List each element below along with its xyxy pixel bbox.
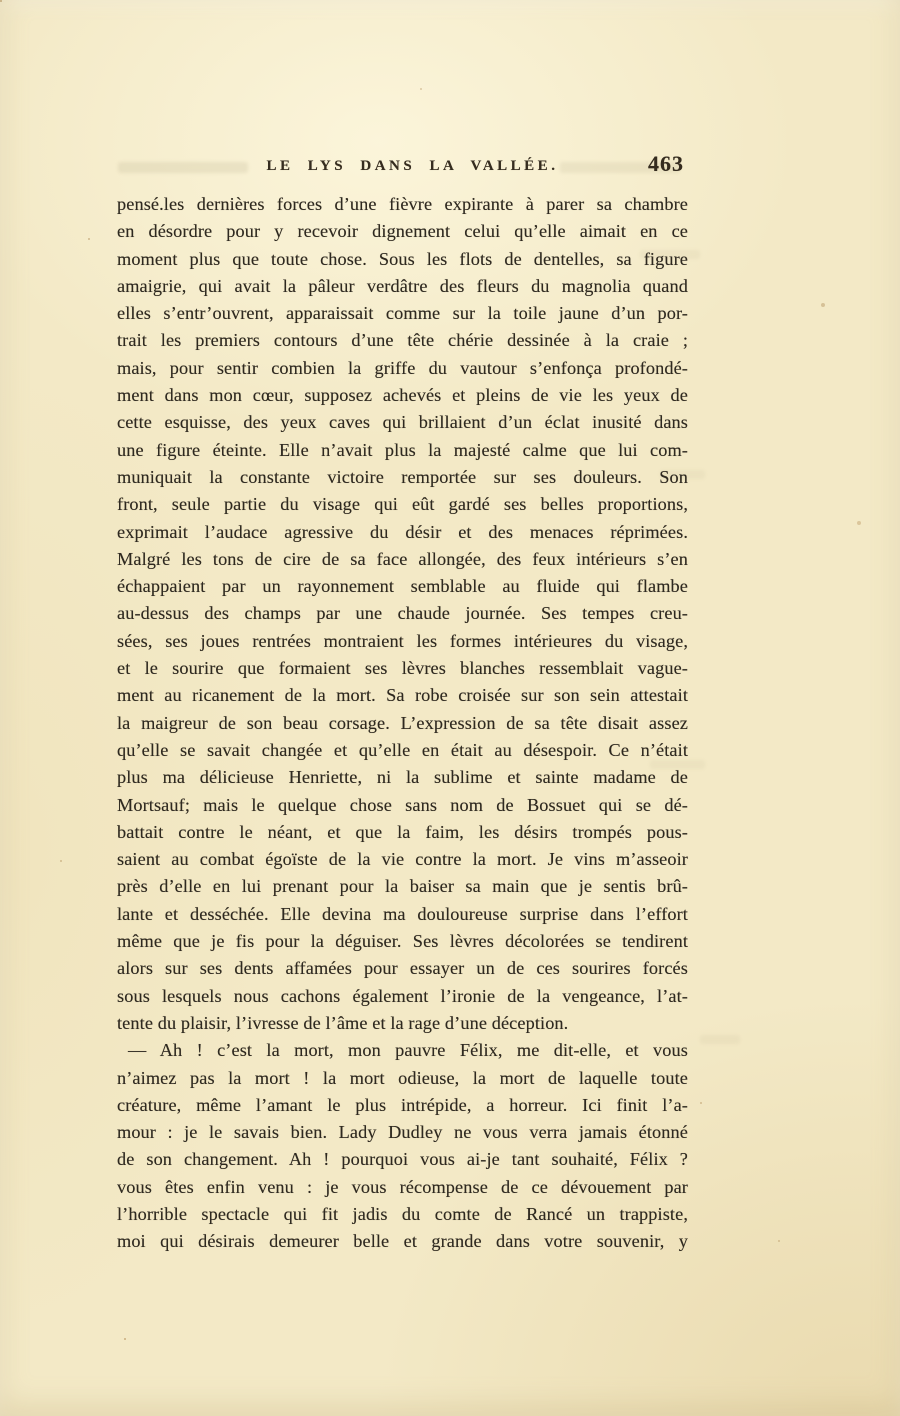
paper-specks [0, 0, 2, 2]
body-text [117, 191, 688, 1256]
text-line: saient au combat égoïste de la vie contre la mort. Je vins m’asseoir [117, 849, 688, 870]
text-line: n’aimez pas la mort ! la mort odieuse, la mort de laquelle toute [117, 1067, 688, 1088]
text-line: mour : je le savais bien. Lady Dudley ne vous verra jamais étonné [117, 1122, 688, 1143]
text-line: trait les premiers contours d’une tête chérie dessinée à la craie ; [117, 330, 688, 351]
text-line: ment dans mon cœur, supposez achevés et pleins de vie les yeux de [117, 385, 688, 406]
text-line: alors sur ses dents affamées pour essayer un de ces sourires forcés [117, 958, 688, 979]
text-line: elles s’entr’ouvrent, apparaissait comme sur la toile jaune d’un por- [117, 303, 688, 324]
text-line: la maigreur de son beau corsage. L’expression de sa tête disait assez [117, 712, 688, 733]
text-line: vous êtes enfin venu : je vous récompense de ce dévouement par [117, 1176, 688, 1197]
text-line: même que je fis pour la déguiser. Ses lèvres décolorées se tendirent [117, 931, 688, 952]
text-line: moment plus que toute chose. Sous les flots de dentelles, sa figure [117, 248, 688, 269]
text-line: de son changement. Ah ! pourquoi vous ai-je tant souhaité, Félix ? [117, 1149, 688, 1170]
text-line: Malgré les tons de cire de sa face allongée, des feux intérieurs s’en [117, 548, 688, 569]
text-line: cette esquisse, des yeux caves qui brillaient d’un éclat inusité dans [117, 412, 688, 433]
page-number: 463 [648, 151, 684, 176]
paragraph [117, 191, 688, 1037]
text-line: ment au ricanement de la mort. Sa robe croisée sur son sein attestait [117, 685, 688, 706]
text-line: et le sourire que formaient ses lèvres blanches ressemblait vague- [117, 658, 688, 679]
text-line: Mortsauf; mais le quelque chose sans nom de Bossuet qui se dé- [117, 794, 688, 815]
text-line: mais, pour sentir combien la griffe du vautour s’enfonça profondé- [117, 357, 688, 378]
text-line: exprimait l’audace agressive du désir et des menaces réprimées. [117, 521, 688, 542]
text-line: battait contre le néant, et que la faim, les désirs trompés pous- [117, 821, 688, 842]
text-line: — Ah ! c’est la mort, mon pauvre Félix, me dit-elle, et vous [128, 1040, 688, 1061]
text-line: muniquait la constante victoire remportée sur ses douleurs. Son [117, 466, 688, 487]
page-header [117, 151, 688, 183]
text-line: en désordre pour y recevoir dignement celui qu’elle aimait en ce [117, 221, 688, 242]
text-line: amaigrie, qui avait la pâleur verdâtre des fleurs du magnolia quand [117, 275, 688, 296]
paragraph [117, 1037, 688, 1255]
text-line: qu’elle se savait changée et qu’elle en était au désespoir. Ce n’était [117, 739, 688, 760]
text-line: l’horrible spectacle qui fit jadis du comte de Rancé un trappiste, [117, 1203, 688, 1224]
text-line: échappaient par un rayonnement semblable au fluide qui flambe [117, 576, 688, 597]
text-line: une figure éteinte. Elle n’avait plus la majesté calme que lui com- [117, 439, 688, 460]
running-title: LE LYS DANS LA VALLÉE. [266, 158, 559, 174]
text-line: plus ma délicieuse Henriette, ni la sublime et sainte madame de [117, 767, 688, 788]
text-line: tente du plaisir, l’ivresse de l’âme et la rage d’une déception. [117, 1012, 569, 1033]
text-line: près d’elle en lui prenant pour la baiser sa main que je sentis brû- [117, 876, 688, 897]
text-line: sous lesquels nous cachons également l’ironie de la vengeance, l’at- [117, 985, 688, 1006]
text-line: lante et desséchée. Elle devina ma douloureuse surprise dans l’effort [117, 903, 688, 924]
text-line: sées, ses joues rentrées montraient les formes intérieures du visage, [117, 630, 688, 651]
text-line: front, seule partie du visage qui eût gardé ses belles proportions, [117, 494, 688, 515]
text-line: créature, même l’amant le plus intrépide, a horreur. Ici finit l’a- [117, 1094, 688, 1115]
text-line: au-dessus des champs par une chaude journée. Ses tempes creu- [117, 603, 688, 624]
text-line: moi qui désirais demeurer belle et grande dans votre souvenir, y [117, 1231, 688, 1252]
text-line: pensé.les dernières forces d’une fièvre expirante à parer sa chambre [117, 194, 688, 214]
